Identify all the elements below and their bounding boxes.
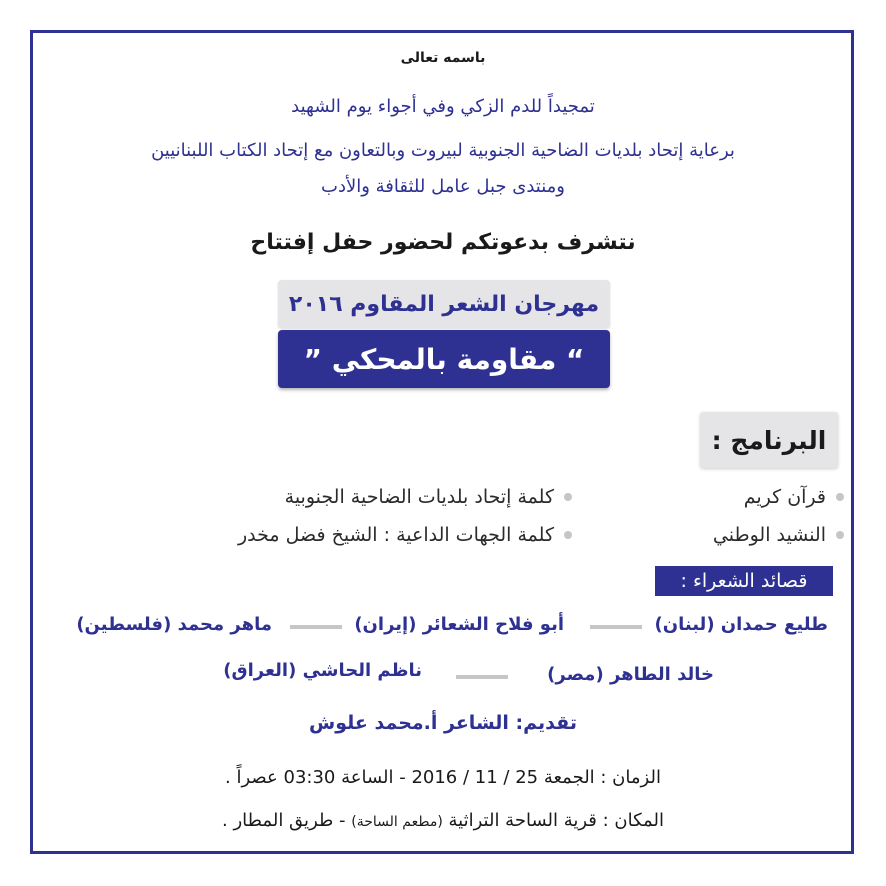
program-title-box [700, 412, 838, 468]
presenter-line: تقديم: الشاعر أ.محمد علوش [309, 712, 577, 734]
separator-dash [456, 675, 508, 679]
program-item-label: قرآن كريم [743, 486, 826, 508]
event-place [0, 810, 886, 831]
bullet-icon [564, 493, 572, 501]
program-title: البرنامج : [711, 425, 827, 455]
separator-dash [590, 625, 642, 629]
program-item-organizers-speech [238, 524, 572, 546]
program-item-quran [744, 486, 844, 508]
event-time: الزمان : الجمعة 25 / 11 / 2016 - الساعة 03:30 عصراً . [225, 767, 661, 788]
intro-line-2: برعاية إتحاد بلديات الضاحية الجنوبية لبيروت وبالتعاون مع إتحاد الكتاب اللبنانيين [151, 140, 735, 161]
poet-egypt: خالد الطاهر (مصر) [547, 664, 714, 685]
bullet-icon [836, 531, 844, 539]
poet-iran: أبو فلاح الشعائر (إيران) [354, 614, 564, 635]
festival-name: مهرجان الشعر المقاوم ٢٠١٦ [288, 291, 600, 317]
festival-slogan-box [278, 330, 610, 388]
poet-lebanon: طليع حمدان (لبنان) [654, 614, 828, 635]
intro-line-3: ومنتدى جبل عامل للثقافة والأدب [321, 176, 565, 197]
intro-line-1: تمجيداً للدم الزكي وفي أجواء يوم الشهيد [291, 96, 595, 117]
poets-title-box [655, 566, 833, 596]
poet-iraq: ناظم الحاشي (العراق) [223, 660, 422, 681]
invite-text: نتشرف بدعوتكم لحضور حفل إفتتاح [250, 230, 636, 255]
program-item-label: كلمة الجهات الداعية : الشيخ فضل مخدر [237, 524, 554, 546]
bullet-icon [564, 531, 572, 539]
program-item-label: كلمة إتحاد بلديات الضاحية الجنوبية [284, 486, 554, 508]
festival-name-box [278, 280, 610, 328]
program-item-municipalities-speech [285, 486, 572, 508]
bullet-icon [836, 493, 844, 501]
program-item-label: النشيد الوطني [712, 524, 826, 546]
place-note: (مطعم الساحة) [351, 814, 443, 830]
separator-dash [290, 625, 342, 629]
festival-slogan: “ مقاومة بالمحكي ” [303, 342, 585, 376]
place-end: - طريق المطار . [222, 810, 346, 831]
bismi-heading: باسمه تعالى [400, 50, 486, 66]
place-main: المكان : قرية الساحة التراثية [448, 810, 664, 831]
poet-palestine: ماهر محمد (فلسطين) [76, 614, 272, 635]
poets-title: قصائد الشعراء : [680, 570, 808, 592]
program-item-anthem [713, 524, 844, 546]
